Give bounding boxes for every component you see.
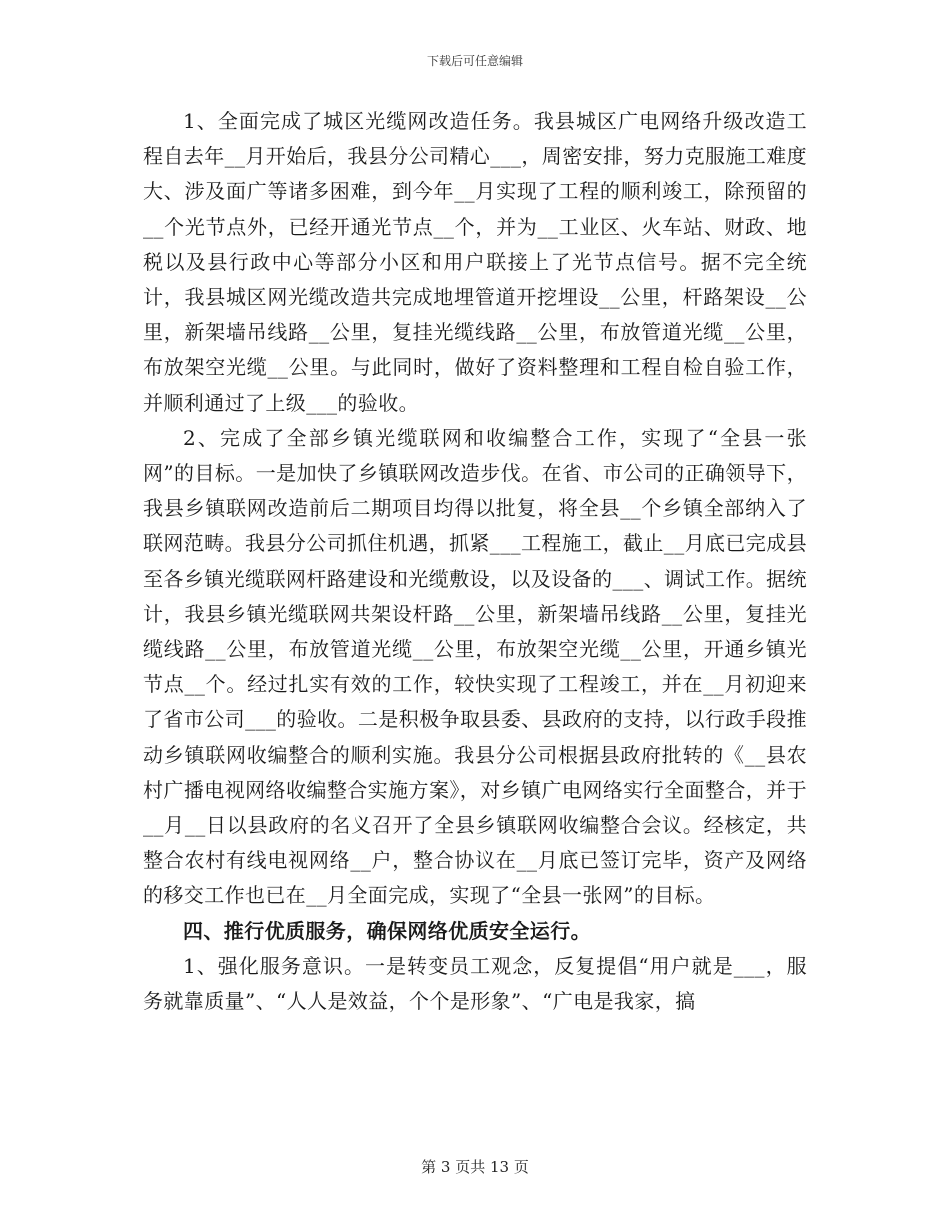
section-heading: 四、推行优质服务，确保网络优质安全运行。 (183, 918, 591, 943)
header-note: 下载后可任意编辑 (426, 54, 523, 68)
paragraph-1: 1、全面完成了城区光缆网改造任务。我县城区广电网络升级改造工程自去年__月开始后，我县分公司精心___，周密安排，努力克服施工难度大、涉及面广等诸多困难，到今年__月实现了工程的顺利竣工，除预留的__个光节点外，已经开通光节点__个，并为__工业区、火车站、财政、地税以及县行政中心等部分小区和用户联接上了光节点信号。据不完全统计，我县城区网光缆改造共完成地埋管道开挖埋设__公里，杆路架设__公里，新架墙吊线路__公里，复挂光缆线路__公里，布放管道光缆__公里，布放架空光缆__公里。与此同时，做好了资料整理和工程自检自验工作，并顺利通过了上级___的验收。 (143, 109, 807, 415)
paragraph-2: 2、完成了全部乡镇光缆联网和收编整合工作，实现了“全县一张网”的目标。一是加快了乡镇联网改造步伐。在省、市公司的正确领导下，我县乡镇联网改造前后二期项目均得以批复，将全县__个乡镇全部纳入了联网范畴。我县分公司抓住机遇，抓紧___工程施工，截止__月底已完成县至各乡镇光缆联网杆路建设和光缆敷设，以及设备的___、调试工作。据统计，我县乡镇光缆联网共架设杆路__公里，新架墙吊线路__公里，复挂光缆线路__公里，布放管道光缆__公里，布放架空光缆__公里，开通乡镇光节点__个。经过扎实有效的工作，较快实现了工程竣工，并在__月初迎来了省市公司___的验收。二是积极争取县委、县政府的支持，以行政手段推动乡镇联网收编整合的顺利实施。我县分公司根据县政府批转的《__县农村广播电视网络收编整合实施方案》，对乡镇广电网络实行全面整合，并于__月__日以县政府的名义召开了全县乡镇联网收编整合会议。经核定，共整合农村有线电视网络__户，整合协议在__月底已签订完毕，资产及网络的移交工作也已在__月全面完成，实现了“全县一张网”的目标。 (143, 425, 807, 908)
paragraph-3: 1、强化服务意识。一是转变员工观念，反复提倡“用户就是___，服务就靠质量”、“人人是效益，个个是形象”、“广电是我家，搞 (143, 953, 807, 1014)
document-body (143, 104, 807, 1019)
page-number: 第 3 页共 13 页 (421, 1158, 529, 1176)
